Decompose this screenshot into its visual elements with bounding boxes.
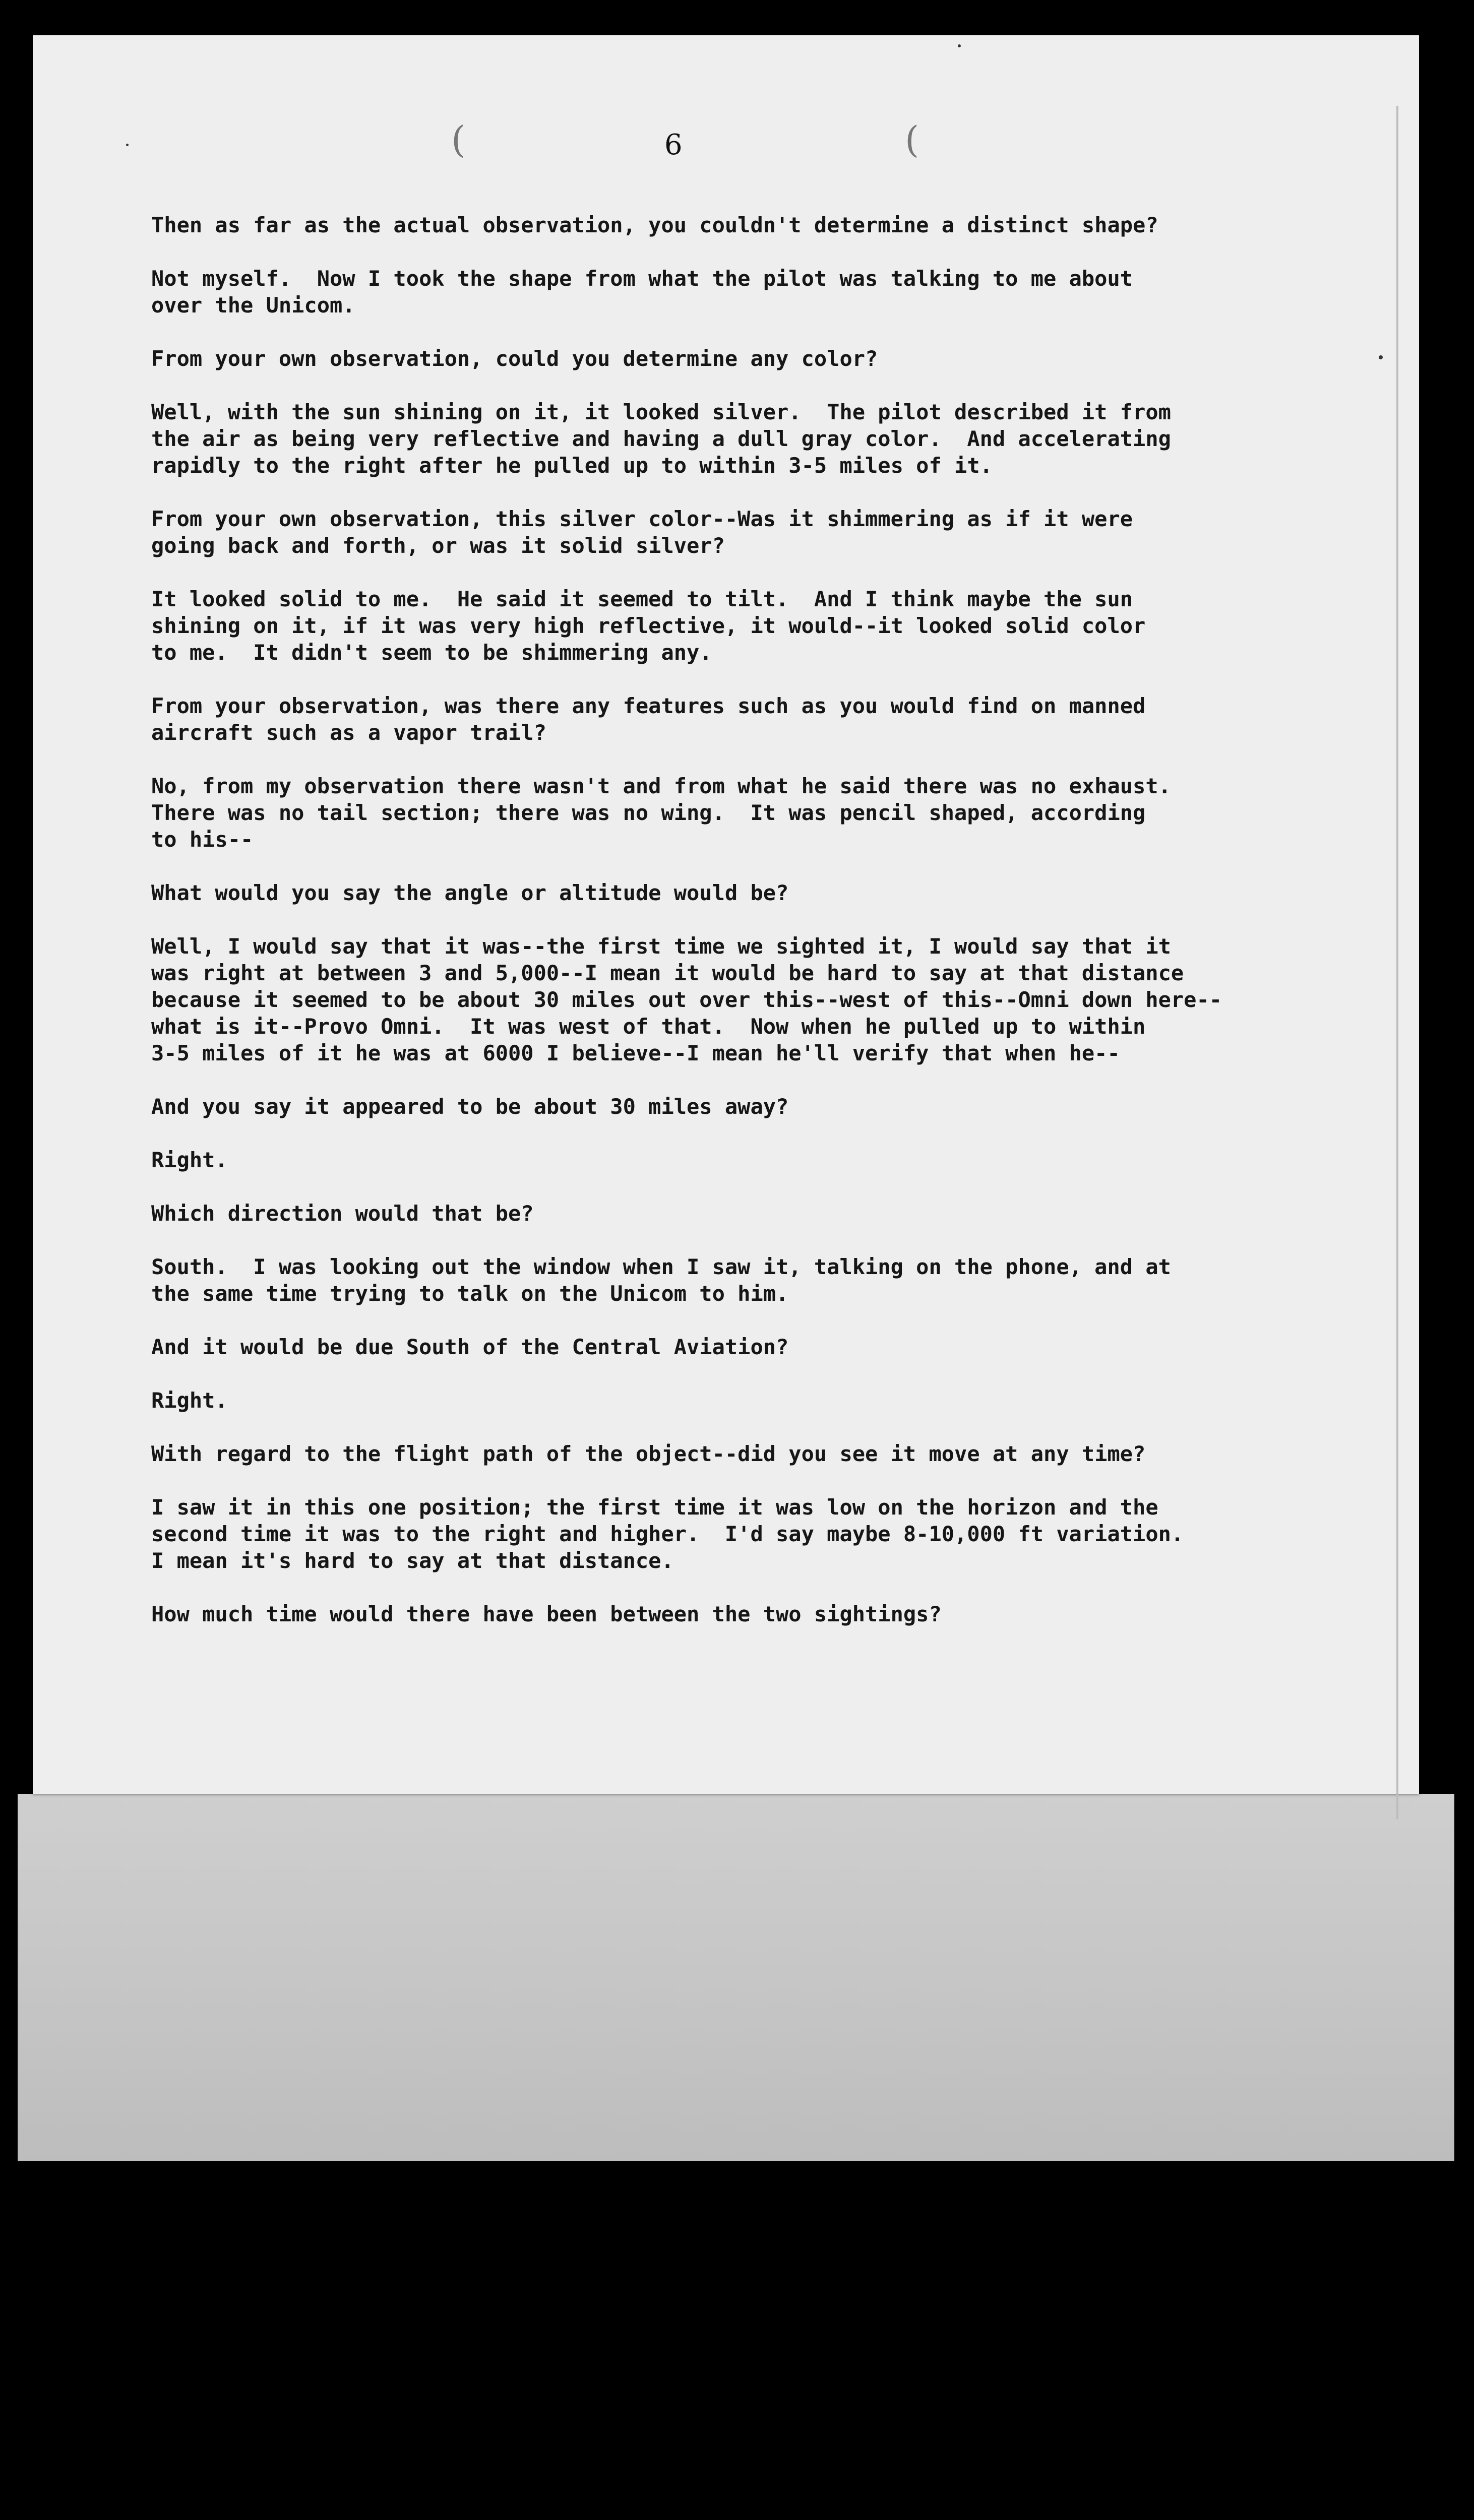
- transcript-paragraph: Well, with the sun shining on it, it looked silver. The pilot described it from the air as being very reflective and having a dull gray color. And accelerating rapidly to the right after he pulled up to within 3-5 miles of it.: [151, 400, 1171, 478]
- hole-mark-left: (: [451, 118, 466, 161]
- transcript-paragraph: No, from my observation there wasn't and from what he said there was no exhaust. There was no tail section; there was no wing. It was pencil shaped, according to his--: [151, 774, 1171, 852]
- transcript-paragraph: Which direction would that be?: [151, 1201, 534, 1226]
- transcript-paragraph: How much time would there have been between the two sightings?: [151, 1602, 942, 1626]
- dust-speck: [1379, 355, 1383, 359]
- transcript-paragraph: Right.: [151, 1148, 228, 1172]
- dust-speck: [126, 144, 129, 146]
- dust-speck: [958, 44, 961, 47]
- transcript-paragraph: Then as far as the actual observation, you couldn't determine a distinct shape?: [151, 213, 1158, 237]
- page-fold-edge: [1396, 106, 1398, 1819]
- transcript-paragraph: From your own observation, could you determine any color?: [151, 346, 878, 371]
- mounting-board: [18, 1794, 1454, 2161]
- transcript-paragraph: It looked solid to me. He said it seemed to tilt. And I think maybe the sun shining on it, if it was very high reflective, it would--it looked solid color to me. It didn't seem to be shimmering any.: [151, 587, 1146, 665]
- transcript-paragraph: What would you say the angle or altitude would be?: [151, 880, 789, 905]
- transcript-paragraph: South. I was looking out the window when I saw it, talking on the phone, and at the same time trying to talk on the Unicom to him.: [151, 1254, 1171, 1306]
- hole-mark-right: (: [905, 118, 919, 161]
- transcript-paragraph: Not myself. Now I took the shape from what the pilot was talking to me about over the Unicom.: [151, 266, 1133, 318]
- transcript-paragraph: I saw it in this one position; the first time it was low on the horizon and the second time it was to the right and higher. I'd say maybe 8-10,000 ft variation. I mean it's hard to say at that distance.: [151, 1495, 1184, 1573]
- transcript-paragraph: And you say it appeared to be about 30 miles away?: [151, 1094, 789, 1119]
- transcript-paragraph: Right.: [151, 1388, 228, 1413]
- transcript-paragraph: From your observation, was there any features such as you would find on manned aircraft such as a vapor trail?: [151, 694, 1146, 745]
- transcript-body: [151, 212, 1351, 1654]
- transcript-paragraph: Well, I would say that it was--the first time we sighted it, I would say that it was right at between 3 and 5,000--I mean it would be hard to say at that distance because it seemed to be about 30 miles out over this--west of this--Omni down here-- what is it--Provo Omni. It was west of that. Now when he pulled up to within 3-5 miles of it he was at 6000 I believe--I mean he'll verify that when he--: [151, 934, 1222, 1065]
- transcript-paragraph: And it would be due South of the Central Aviation?: [151, 1335, 789, 1359]
- page-number: 6: [664, 129, 683, 161]
- transcript-paragraph: With regard to the flight path of the object--did you see it move at any time?: [151, 1441, 1146, 1466]
- transcript-paragraph: From your own observation, this silver color--Was it shimmering as if it were going back and forth, or was it solid silver?: [151, 507, 1133, 558]
